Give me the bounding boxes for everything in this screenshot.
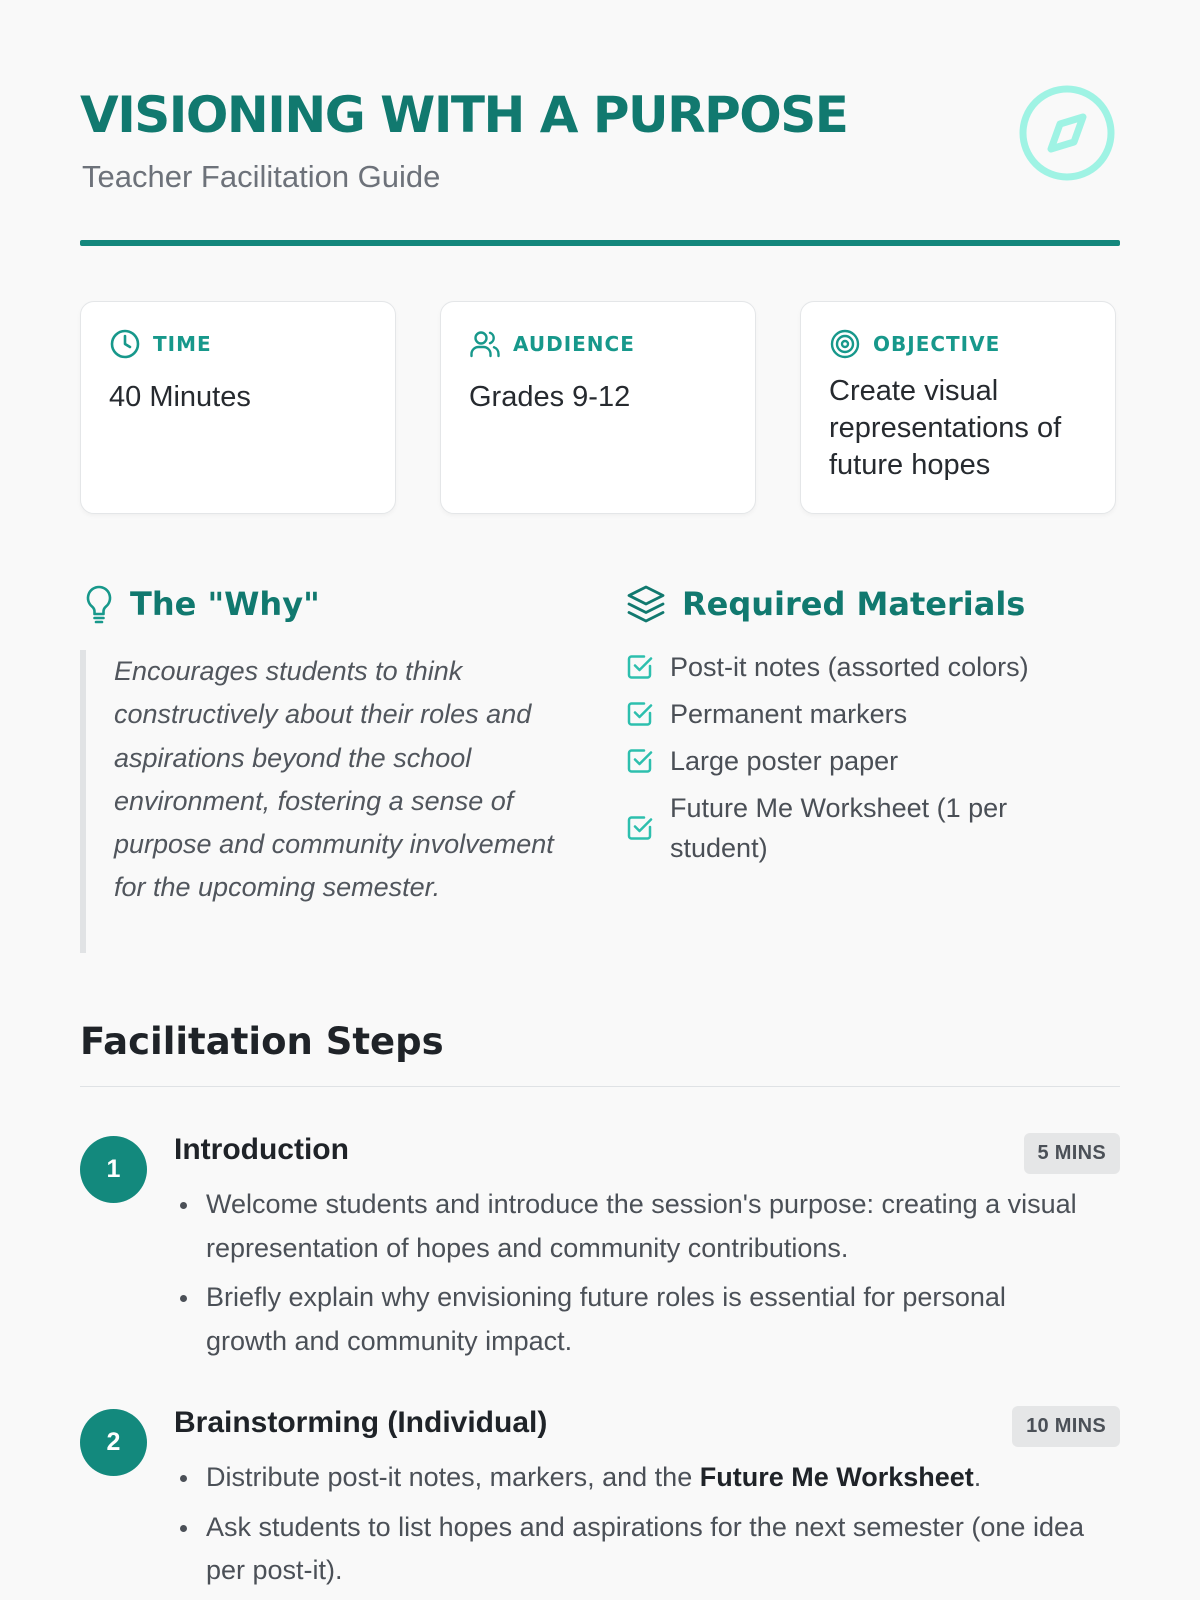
header-divider — [80, 240, 1120, 246]
material-label: Permanent markers — [670, 699, 908, 729]
materials-title: Required Materials — [682, 585, 1026, 623]
bullet-text: . — [973, 1462, 982, 1492]
layers-icon — [626, 584, 666, 624]
list-item: Ask students to list hopes and aspirations for the next semester (one idea per post-it). — [206, 1506, 1086, 1593]
list-item: Welcome students and introduce the session's purpose: creating a visual representation of hopes and community contributions. — [206, 1183, 1086, 1270]
card-value: 40 Minutes — [109, 381, 251, 413]
compass-icon — [1018, 84, 1116, 182]
list-item — [626, 647, 1126, 687]
material-label: Post-it notes (assorted colors) — [670, 652, 1029, 682]
why-heading — [84, 584, 320, 624]
list-item — [206, 1456, 1086, 1500]
worksheet-name: Future Me Worksheet — [699, 1462, 974, 1492]
list-item — [626, 741, 1126, 781]
step-number-badge: 2 — [80, 1409, 147, 1476]
material-label: Future Me Worksheet (1 per student) — [670, 793, 1008, 863]
bullet-text: Distribute post-it notes, markers, and the — [206, 1462, 693, 1492]
step-title: Brainstorming (Individual) — [174, 1406, 548, 1439]
card-label: TIME — [153, 332, 212, 356]
card-label: AUDIENCE — [513, 332, 635, 356]
duration-badge: 10 MINS — [1012, 1406, 1120, 1447]
list-item — [626, 788, 1126, 868]
lightbulb-icon — [84, 584, 114, 624]
step-title: Introduction — [174, 1133, 349, 1166]
materials-list — [626, 647, 1126, 875]
info-card-time — [80, 301, 396, 514]
card-label: OBJECTIVE — [873, 332, 1001, 356]
check-square-icon — [626, 700, 654, 728]
check-square-icon — [626, 747, 654, 775]
duration-badge: 5 MINS — [1024, 1133, 1120, 1174]
page-title: VISIONING WITH A PURPOSE — [80, 86, 848, 144]
why-title: The "Why" — [130, 585, 320, 623]
clock-icon — [109, 328, 141, 360]
card-value: Grades 9-12 — [469, 381, 631, 413]
material-label: Large poster paper — [670, 746, 899, 776]
step-bullets — [206, 1456, 1086, 1599]
page-subtitle: Teacher Facilitation Guide — [82, 159, 441, 194]
check-square-icon — [626, 814, 654, 842]
target-icon — [829, 328, 861, 360]
info-card-audience — [440, 301, 756, 514]
check-square-icon — [626, 653, 654, 681]
card-value: Create visual representations of future hopes — [829, 375, 1062, 481]
info-card-objective — [800, 301, 1116, 514]
steps-title: Facilitation Steps — [80, 1020, 444, 1063]
list-item: Briefly explain why envisioning future roles is essential for personal growth and community impact. — [206, 1276, 1086, 1363]
step-number-badge: 1 — [80, 1136, 147, 1203]
users-icon — [469, 328, 501, 360]
steps-divider — [80, 1086, 1120, 1087]
why-text: Encourages students to think constructively about their roles and aspirations beyond the school environment, fostering a sense of purpose and community involvement for the upcoming semester. — [80, 650, 580, 953]
list-item — [626, 694, 1126, 734]
materials-heading — [626, 584, 1025, 624]
step-bullets — [206, 1183, 1086, 1369]
